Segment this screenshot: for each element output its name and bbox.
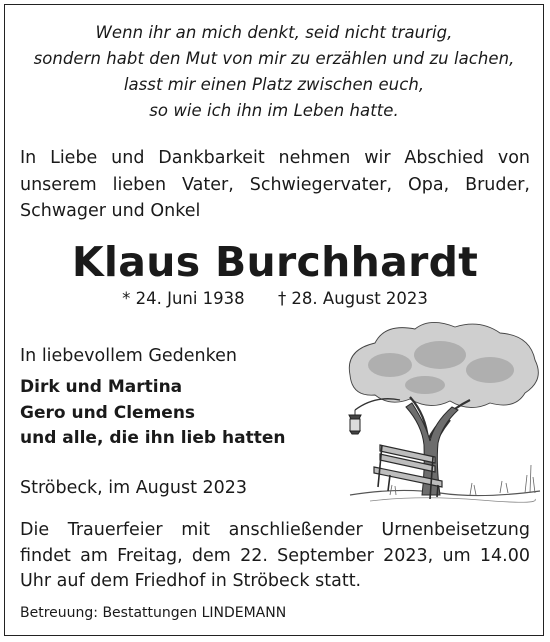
intro-text: In Liebe und Dankbarkeit nehmen wir Abschied von unserem lieben Vater, Schwiegervater, Opa, Bruder, Schwager und Onkel	[20, 148, 530, 221]
death-date: † 28. August 2023	[277, 289, 428, 308]
remembrance-line: In liebevollem Gedenken	[20, 346, 238, 366]
poem	[0, 20, 548, 124]
care-notice: Betreuung: Bestattungen LINDEMANN	[20, 605, 287, 621]
mourner-line: und alle, die ihn lieb hatten	[20, 428, 286, 448]
place-date: Ströbeck, im August 2023	[20, 478, 248, 498]
deceased-name: Klaus Burchhardt	[71, 238, 479, 286]
poem-line: lasst mir einen Platz zwischen euch,	[123, 75, 425, 94]
poem-line: so wie ich ihn im Leben hatte.	[149, 101, 399, 120]
tree-with-bench-and-lantern-icon	[330, 315, 545, 510]
mourner-line: Gero und Clemens	[20, 402, 196, 423]
mourners-list	[20, 375, 285, 452]
birth-date: * 24. Juni 1938	[122, 289, 245, 308]
poem-line: Wenn ihr an mich denkt, seid nicht traurig,	[95, 23, 453, 42]
mourner-line: Dirk und Martina	[20, 377, 183, 397]
life-dates	[0, 288, 550, 310]
poem-line: sondern habt den Mut von mir zu erzählen und zu lachen,	[33, 49, 515, 68]
funeral-notice: Die Trauerfeier mit anschließender Urnenbeisetzung findet am Freitag, dem 22. September 2023, um 14.00 Uhr auf dem Friedhof in Ströbeck statt.	[20, 520, 530, 591]
